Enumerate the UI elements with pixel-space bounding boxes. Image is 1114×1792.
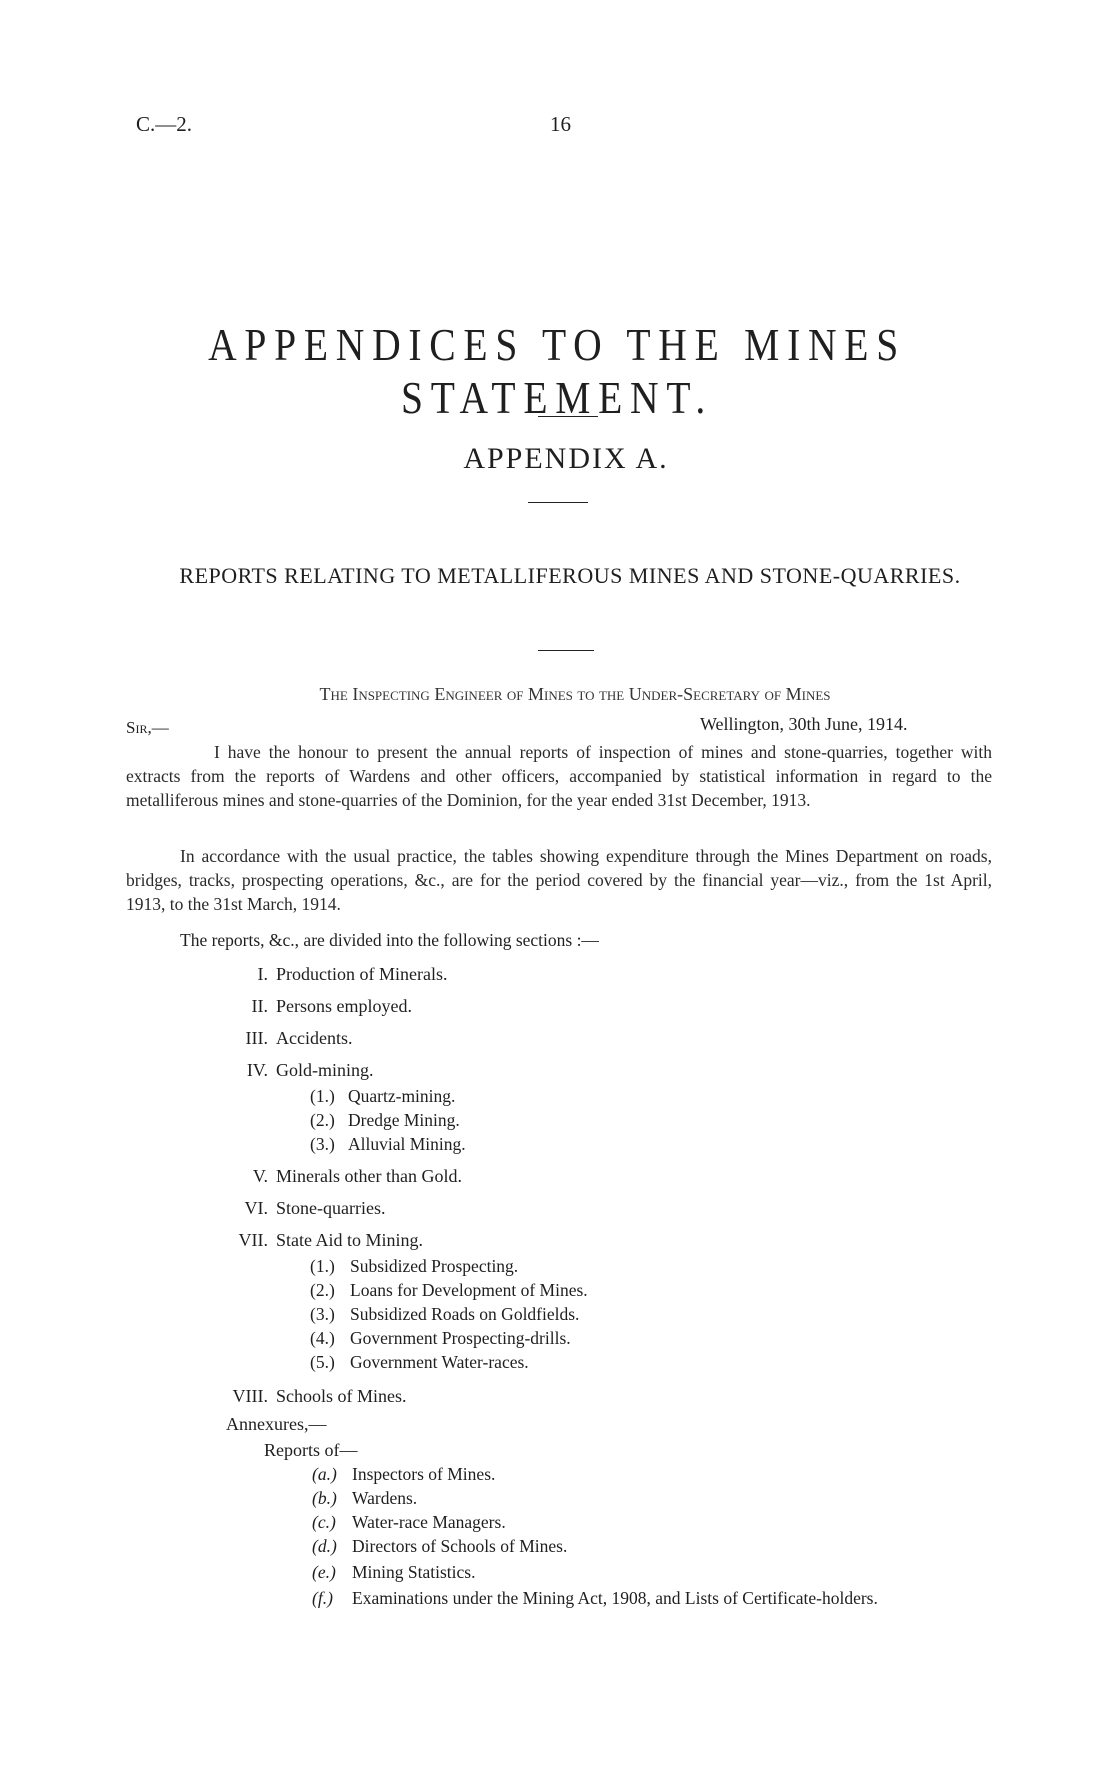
subsection-label: Subsidized Prospecting. <box>350 1256 519 1276</box>
annexure-label: Directors of Schools of Mines. <box>352 1536 568 1556</box>
letter-salutation: Sir,— <box>126 718 169 737</box>
paragraph-text: In accordance with the usual practice, the tables showing expenditure through the Mines Department on roads, bridges, tracks, prospecting operations, &c., are for the period covered by the financial year—viz., from the 1st April, 1913, to the 31st March, 1914. <box>126 846 992 914</box>
section-number: VII. <box>238 1230 268 1250</box>
document-reference: C.—2. <box>136 112 193 136</box>
subsection-number: (5.) <box>310 1352 335 1372</box>
page-title: APPENDICES TO THE MINES STATEMENT. <box>208 319 906 423</box>
subsection-number: (1.) <box>310 1086 335 1106</box>
section-number: V. <box>252 1166 268 1186</box>
section-number: III. <box>245 1028 268 1048</box>
reports-of-heading: Reports of— <box>264 1440 358 1460</box>
section-label: Persons employed. <box>276 996 412 1016</box>
annexure-letter: (b.) <box>312 1488 337 1508</box>
subsection-label: Subsidized Roads on Goldfields. <box>350 1304 580 1324</box>
annexure-label: Water-race Managers. <box>352 1512 506 1532</box>
annexure-label: Examinations under the Mining Act, 1908, and Lists of Certificate-holders. <box>352 1588 878 1608</box>
subsection-label: Dredge Mining. <box>348 1110 460 1130</box>
subsection-label: Quartz-mining. <box>348 1086 456 1106</box>
divider-rule <box>538 650 594 651</box>
letter-date-line: Wellington, 30th June, 1914. <box>700 714 908 734</box>
section-number: I. <box>257 964 268 984</box>
section-label: Schools of Mines. <box>276 1386 407 1406</box>
letter-heading: The Inspecting Engineer of Mines to the Under-Secretary of Mines <box>319 684 831 704</box>
divider-rule <box>528 502 588 503</box>
section-label: Stone-quarries. <box>276 1198 386 1218</box>
annexure-label: Inspectors of Mines. <box>352 1464 496 1484</box>
section-subheading: REPORTS RELATING TO METALLIFEROUS MINES AND STONE-QUARRIES. <box>179 563 961 588</box>
divider-rule <box>538 416 598 417</box>
annexure-letter: (e.) <box>312 1562 336 1582</box>
section-number: IV. <box>246 1060 268 1080</box>
annexure-label: Mining Statistics. <box>352 1562 476 1582</box>
section-label: Gold-mining. <box>276 1060 374 1080</box>
section-label: Minerals other than Gold. <box>276 1166 462 1186</box>
section-number: VI. <box>244 1198 268 1218</box>
letter-paragraph <box>126 740 992 812</box>
annexure-letter: (c.) <box>312 1512 336 1532</box>
section-label: Accidents. <box>276 1028 353 1048</box>
section-label: Production of Minerals. <box>276 964 448 984</box>
section-number: II. <box>251 996 268 1016</box>
annexure-letter: (f.) <box>312 1588 333 1608</box>
subsection-label: Government Prospecting-drills. <box>350 1328 571 1348</box>
annexure-label: Wardens. <box>352 1488 418 1508</box>
page-number: 16 <box>550 112 571 136</box>
annexures-heading: Annexures,— <box>226 1414 327 1434</box>
annexure-letter: (d.) <box>312 1536 337 1556</box>
subsection-number: (3.) <box>310 1134 335 1154</box>
annexure-letter: (a.) <box>312 1464 337 1484</box>
subsection-label: Government Water-races. <box>350 1352 529 1372</box>
section-label: State Aid to Mining. <box>276 1230 424 1250</box>
subsection-number: (1.) <box>310 1256 335 1276</box>
section-number: VIII. <box>232 1386 268 1406</box>
subsection-number: (3.) <box>310 1304 335 1324</box>
letter-paragraph <box>126 844 992 916</box>
subsection-number: (2.) <box>310 1280 335 1300</box>
subsection-number: (4.) <box>310 1328 335 1348</box>
paragraph-text: I have the honour to present the annual reports of inspection of mines and stone-quarries, together with extracts from the reports of Wardens and other officers, accompanied by statistical information in regard to the metalliferous mines and stone-quarries of the Dominion, for the year ended 31st December, 1913. <box>126 742 992 810</box>
subsection-number: (2.) <box>310 1110 335 1130</box>
subsection-label: Loans for Development of Mines. <box>350 1280 588 1300</box>
subsection-label: Alluvial Mining. <box>348 1134 466 1154</box>
appendix-heading: APPENDIX A. <box>463 442 669 475</box>
sections-intro: The reports, &c., are divided into the following sections :— <box>180 930 599 950</box>
